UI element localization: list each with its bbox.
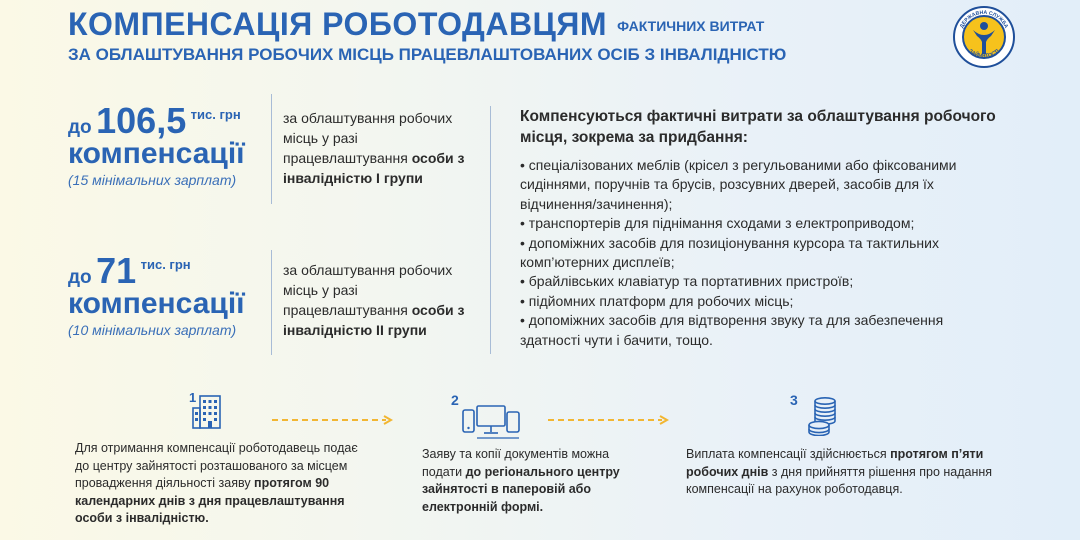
coins-icon: [803, 396, 843, 441]
amount-label: компенсації: [68, 137, 245, 170]
step-text-plain: Виплата компенсації здійснюється: [686, 447, 891, 461]
amount-note: (15 мінімальних зарплат): [68, 172, 237, 188]
step-text-1: [75, 440, 360, 528]
title-main: КОМПЕНСАЦІЯ РОБОТОДАВЦЯМ: [68, 6, 608, 42]
divider-left-bottom: [271, 250, 272, 355]
step-text-3: [686, 446, 1016, 499]
svg-text:ДЕРЖАВНА СЛУЖБА: ДЕРЖАВНА СЛУЖБА: [959, 9, 1009, 30]
amount-label: компенсації: [68, 287, 245, 320]
list-item: • допоміжних засобів для відтворення звуку та для забезпечення здатності чути і бачити, тощо.: [520, 312, 944, 348]
page-title: [68, 6, 764, 43]
amount-unit: тис. грн: [190, 107, 241, 122]
amount-prefix: до: [68, 267, 92, 288]
step-text-plain: Заяву та копії документів можна подати: [422, 447, 610, 479]
svg-text:ЗАЙНЯТОСТІ: ЗАЙНЯТОСТІ: [967, 48, 1001, 60]
amount-desc-text: за облаштування робочих місць у разі працевлаштування: [283, 262, 453, 318]
step-text-plain-end: з дня прийняття рішення про надання компенсації на рахунок роботодавця.: [686, 464, 993, 496]
amount-desc-group1: [283, 108, 483, 188]
title-suffix: ФАКТИЧНИХ ВИТРАТ: [617, 18, 765, 34]
amount-desc-text: за облаштування робочих місць у разі працевлаштування: [283, 110, 453, 166]
list-item: • брайлівських клавіатур та портативних пристроїв;: [520, 273, 854, 290]
list-item: • спеціалізованих меблів (крісел з регульованими або фіксованими сидіннями, поручнів та брусів, розсувних дверей, засобів для їх відчинення/зачинення);: [520, 157, 957, 212]
step-text-bold: протягом п’яти робочих днів: [686, 447, 984, 479]
step-number-inline: 1: [189, 390, 197, 405]
amount-desc-bold: особи з інвалідністю I групи: [283, 150, 465, 186]
arrow-step1-to-step2: [272, 415, 396, 425]
costs-heading: Компенсуються фактичні витрати за облаштування робочого місця, зокрема за придбання:: [520, 108, 996, 146]
page-subtitle: ЗА ОБЛАШТУВАННЯ РОБОЧИХ МІСЦЬ ПРАЦЕВЛАШТОВАНИХ ОСІБ З ІНВАЛІДНІСТЮ: [68, 45, 787, 64]
arrow-step2-to-step3: [548, 415, 672, 425]
amount-prefix: до: [68, 117, 92, 138]
devices-icon: [462, 405, 520, 444]
step-text-plain: Для отримання компенсації роботодавець подає до центру зайнятості розташованого за місцем провадження діяльності заяву: [75, 441, 358, 490]
amount-value: 71: [96, 250, 137, 291]
step-text-2: [422, 446, 642, 516]
list-item: • підйомних платформ для робочих місць;: [520, 292, 794, 309]
employment-service-logo: [953, 6, 1015, 68]
divider-center: [490, 106, 491, 354]
amount-value: 106,5: [96, 100, 187, 141]
step-number-3: 3: [790, 392, 798, 408]
list-item: • допоміжних засобів для позиціонування курсора та тактильних комп’ютерних дисплеїв;: [520, 234, 939, 271]
amount-desc-bold: особи з інвалідністю II групи: [283, 302, 465, 338]
step-text-bold: до регіонального центру зайнятості в паперовій або електронній формі.: [422, 464, 620, 514]
amount-desc-group2: [283, 260, 483, 340]
amount-block-group1: [68, 100, 245, 188]
step-text-bold: протягом 90 календарних днів з дня працевлаштування особи з інвалідністю.: [75, 476, 345, 525]
building-icon: [188, 390, 224, 435]
costs-list: [520, 156, 1000, 350]
divider-left-top: [271, 94, 272, 204]
list-item: • транспортерів для піднімання сходами з електроприводом;: [520, 215, 915, 232]
amount-note: (10 мінімальних зарплат): [68, 322, 237, 338]
step-number-2: 2: [451, 392, 459, 408]
amount-block-group2: [68, 250, 245, 338]
amount-unit: тис. грн: [140, 257, 191, 272]
